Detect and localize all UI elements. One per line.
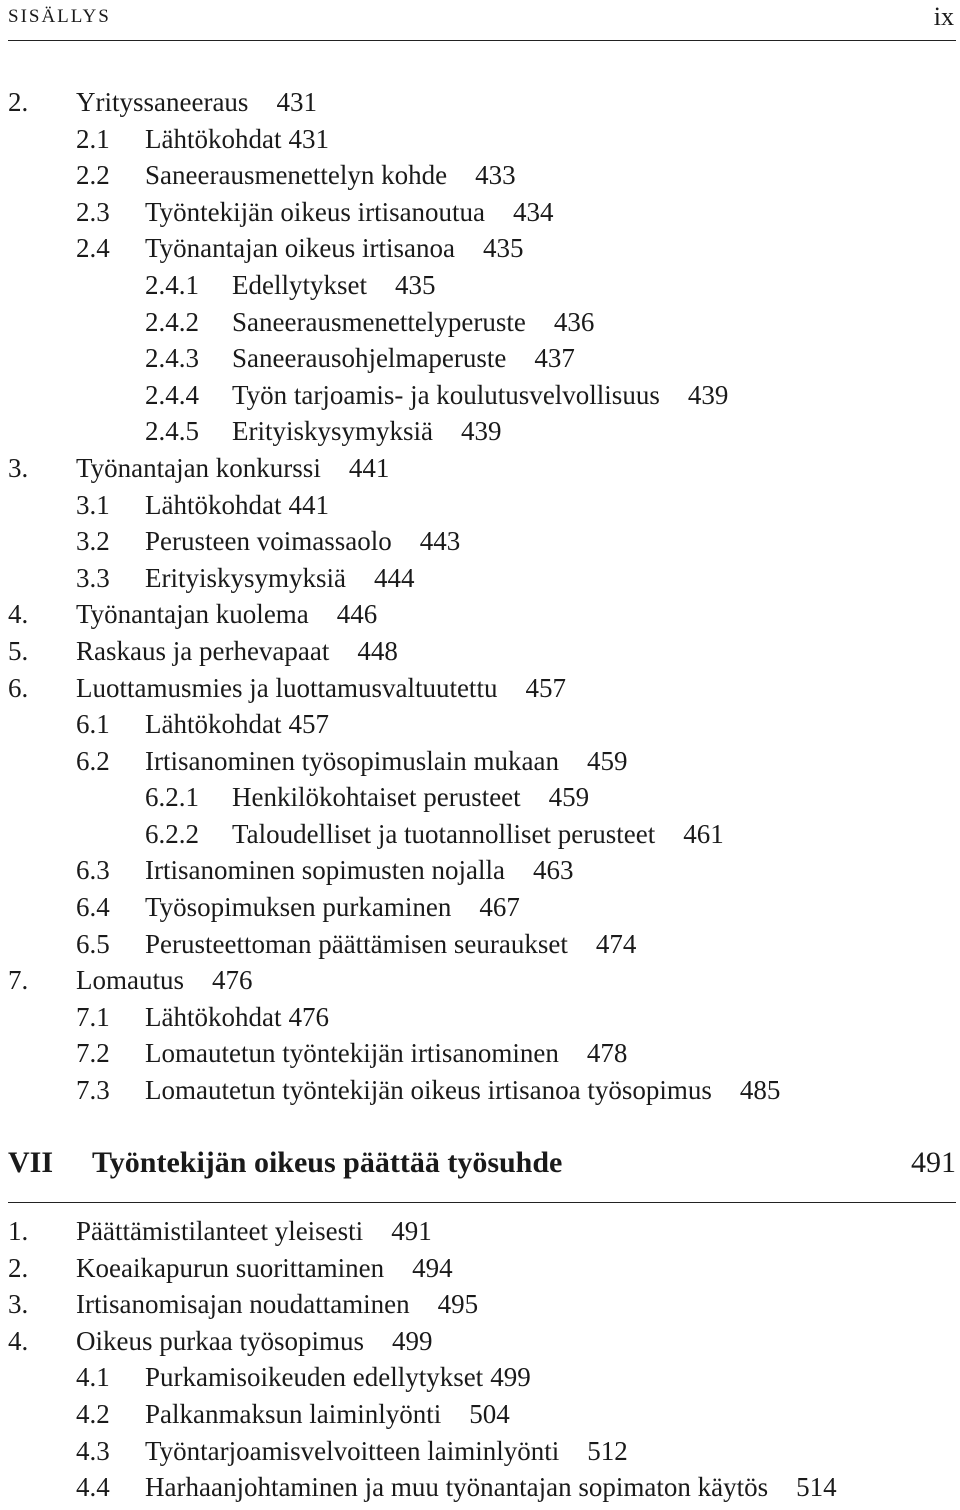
toc-entry[interactable] bbox=[8, 1250, 960, 1287]
running-head bbox=[8, 0, 956, 41]
entry-title: Edellytykset bbox=[232, 269, 367, 300]
entry-number: 2.2 bbox=[76, 160, 110, 191]
entry-title: Oikeus purkaa työsopimus bbox=[76, 1325, 364, 1356]
table-of-contents bbox=[8, 84, 960, 1109]
entry-page: 431 bbox=[276, 87, 317, 117]
entry-title: Työntarjoamisvelvoitteen laiminlyönti bbox=[145, 1435, 560, 1466]
entry-title: Perusteen voimassaolo bbox=[145, 526, 392, 557]
toc-entry[interactable] bbox=[8, 194, 960, 231]
entry-page: 459 bbox=[548, 782, 590, 813]
entry-number: 7.2 bbox=[76, 1038, 110, 1069]
entry-number: 6.5 bbox=[76, 928, 110, 959]
entry-page: 467 bbox=[479, 892, 520, 923]
entry-page: 494 bbox=[412, 1252, 453, 1283]
entry-number: 6.4 bbox=[76, 892, 110, 923]
entry-title: Lomautetun työntekijän irtisanominen bbox=[145, 1038, 559, 1069]
toc-entry[interactable] bbox=[8, 596, 960, 633]
toc-entry[interactable] bbox=[8, 523, 960, 560]
entry-title: Koeaikapurun suorittaminen bbox=[76, 1252, 385, 1283]
toc-entry[interactable] bbox=[8, 84, 960, 121]
entry-title: Erityiskysymyksiä bbox=[232, 416, 433, 447]
entry-page: 441 bbox=[288, 489, 329, 520]
entry-title: Lomautetun työntekijän oikeus irtisanoa työsopimus bbox=[145, 1075, 712, 1106]
entry-number: 2.4 bbox=[76, 233, 110, 264]
toc-entry[interactable] bbox=[8, 267, 960, 304]
toc-entry[interactable] bbox=[8, 157, 960, 194]
toc-entry[interactable] bbox=[8, 816, 960, 853]
toc-entry[interactable] bbox=[8, 1286, 960, 1323]
entry-number: 6.2 bbox=[76, 745, 110, 776]
entry-title: Erityiskysymyksiä bbox=[145, 562, 346, 593]
entry-number: 4. bbox=[8, 599, 29, 630]
entry-number: 4.3 bbox=[76, 1435, 110, 1466]
entry-page: 439 bbox=[461, 416, 502, 447]
toc-entry[interactable] bbox=[8, 1359, 960, 1396]
toc-entry[interactable] bbox=[8, 962, 960, 999]
entry-number: 1. bbox=[8, 1216, 29, 1246]
entry-page: 436 bbox=[553, 306, 595, 337]
toc-entry[interactable] bbox=[8, 1213, 960, 1250]
toc-entry[interactable] bbox=[8, 670, 960, 707]
toc-entry[interactable] bbox=[8, 706, 960, 743]
toc-entry[interactable] bbox=[8, 121, 960, 158]
entry-number: 4. bbox=[8, 1325, 29, 1356]
part-heading[interactable] bbox=[8, 1146, 956, 1203]
entry-title: Purkamisoikeuden edellytykset bbox=[145, 1362, 484, 1393]
entry-number: 2.3 bbox=[76, 196, 110, 227]
entry-number: 5. bbox=[8, 635, 29, 666]
entry-title: Yrityssaneeraus bbox=[76, 87, 249, 117]
entry-title: Palkanmaksun laiminlyönti bbox=[145, 1398, 442, 1429]
entry-title: Lähtökohdat bbox=[145, 123, 282, 154]
entry-title: Saneerausmenettelyn kohde bbox=[145, 160, 448, 191]
entry-title: Harhaanjohtaminen ja muu työnantajan sopimaton käytös bbox=[145, 1472, 769, 1503]
toc-entry[interactable] bbox=[8, 852, 960, 889]
toc-entry[interactable] bbox=[8, 560, 960, 597]
toc-entry[interactable] bbox=[8, 377, 960, 414]
entry-page: 441 bbox=[348, 452, 390, 483]
entry-title: Lomautus bbox=[76, 965, 184, 996]
entry-number: 2.1 bbox=[76, 123, 110, 154]
entry-page: 504 bbox=[469, 1398, 510, 1429]
entry-page: 463 bbox=[532, 855, 574, 886]
entry-title: Työn tarjoamis- ja koulutusvelvollisuus bbox=[232, 379, 660, 410]
toc-entry[interactable] bbox=[8, 450, 960, 487]
entry-title: Luottamusmies ja luottamusvaltuutettu bbox=[76, 672, 498, 703]
entry-number: 3.2 bbox=[76, 526, 110, 557]
toc-entry[interactable] bbox=[8, 1433, 960, 1470]
entry-title: Lähtökohdat bbox=[145, 709, 282, 740]
toc-entry[interactable] bbox=[8, 633, 960, 670]
entry-number: 7. bbox=[8, 965, 29, 996]
entry-page: 476 bbox=[212, 965, 253, 996]
entry-number: 4.2 bbox=[76, 1398, 110, 1429]
entry-title: Irtisanominen sopimusten nojalla bbox=[145, 855, 505, 886]
entry-title: Saneerausohjelmaperuste bbox=[232, 343, 507, 374]
entry-number: 3.1 bbox=[76, 489, 110, 520]
entry-number: 6.2.2 bbox=[145, 818, 199, 849]
entry-page: 499 bbox=[391, 1325, 433, 1356]
toc-entry[interactable] bbox=[8, 779, 960, 816]
toc-entry[interactable] bbox=[8, 926, 960, 963]
entry-title: Henkilökohtaiset perusteet bbox=[232, 782, 521, 813]
entry-page: 514 bbox=[796, 1472, 837, 1503]
entry-title: Työntekijän oikeus irtisanoutua bbox=[145, 196, 486, 227]
toc-entry[interactable] bbox=[8, 999, 960, 1036]
entry-page: 435 bbox=[483, 233, 524, 264]
toc-entry[interactable] bbox=[8, 413, 960, 450]
entry-title: Taloudelliset ja tuotannolliset perusteet bbox=[232, 818, 656, 849]
entry-number: 4.4 bbox=[76, 1472, 110, 1503]
entry-page: 446 bbox=[336, 599, 378, 630]
entry-title: Lähtökohdat bbox=[145, 1001, 282, 1032]
entry-title: Saneerausmenettelyperuste bbox=[232, 306, 526, 337]
toc-entry[interactable] bbox=[8, 487, 960, 524]
entry-page: 476 bbox=[288, 1001, 329, 1032]
toc-entry[interactable] bbox=[8, 340, 960, 377]
entry-title: Raskaus ja perhevapaat bbox=[76, 635, 330, 666]
part-number: VII bbox=[8, 1146, 54, 1179]
entry-page: 461 bbox=[683, 818, 724, 849]
entry-title: Työnantajan konkurssi bbox=[76, 452, 321, 483]
toc-entry[interactable] bbox=[8, 743, 960, 780]
entry-number: 2. bbox=[8, 1252, 29, 1283]
entry-page: 439 bbox=[687, 379, 729, 410]
entry-page: 433 bbox=[475, 160, 516, 191]
entry-number: 6.1 bbox=[76, 709, 110, 740]
entry-page: 457 bbox=[525, 672, 566, 703]
entry-page: 444 bbox=[374, 562, 415, 593]
running-head-title: SISÄLLYS bbox=[8, 6, 111, 27]
entry-title: Työnantajan oikeus irtisanoa bbox=[145, 233, 456, 264]
entry-number: 2.4.4 bbox=[145, 379, 199, 410]
toc-entry[interactable] bbox=[8, 889, 960, 926]
entry-number: 3. bbox=[8, 1289, 29, 1320]
entry-page: 485 bbox=[739, 1075, 781, 1106]
entry-title: Työsopimuksen purkaminen bbox=[145, 892, 452, 923]
toc-entry[interactable] bbox=[8, 1035, 960, 1072]
entry-number: 2.4.5 bbox=[145, 416, 199, 447]
page-number: ix bbox=[933, 2, 954, 31]
entry-page: 435 bbox=[394, 269, 436, 300]
entry-page: 431 bbox=[288, 123, 329, 154]
entry-number: 4.1 bbox=[76, 1362, 110, 1393]
toc-entry[interactable] bbox=[8, 1396, 960, 1433]
entry-page: 448 bbox=[357, 635, 398, 666]
entry-page: 474 bbox=[595, 928, 637, 959]
entry-number: 7.3 bbox=[76, 1075, 110, 1106]
entry-title: Päättämistilanteet yleisesti bbox=[76, 1216, 364, 1246]
entry-number: 3.3 bbox=[76, 562, 110, 593]
entry-number: 7.1 bbox=[76, 1001, 110, 1032]
entry-title: Irtisanomisajan noudattaminen bbox=[76, 1289, 410, 1320]
entry-page: 437 bbox=[534, 343, 575, 374]
entry-title: Lähtökohdat bbox=[145, 489, 282, 520]
entry-title: Irtisanominen työsopimuslain mukaan bbox=[145, 745, 559, 776]
entry-number: 3. bbox=[8, 452, 29, 483]
entry-page: 459 bbox=[586, 745, 628, 776]
entry-page: 499 bbox=[490, 1362, 531, 1393]
entry-page: 491 bbox=[391, 1216, 432, 1246]
entry-page: 512 bbox=[587, 1435, 628, 1466]
entry-number: 6.3 bbox=[76, 855, 110, 886]
entry-page: 443 bbox=[419, 526, 461, 557]
entry-number: 6.2.1 bbox=[145, 782, 199, 813]
part-page: 491 bbox=[911, 1146, 956, 1179]
part-title: Työntekijän oikeus päättää työsuhde bbox=[92, 1146, 563, 1179]
table-of-contents-part-vii bbox=[8, 1213, 960, 1506]
entry-page: 457 bbox=[288, 709, 329, 740]
entry-number: 2.4.3 bbox=[145, 343, 199, 374]
entry-number: 6. bbox=[8, 672, 29, 703]
toc-entry[interactable] bbox=[8, 304, 960, 341]
toc-entry[interactable] bbox=[8, 1072, 960, 1109]
toc-entry[interactable] bbox=[8, 1323, 960, 1360]
entry-number: 2.4.2 bbox=[145, 306, 199, 337]
entry-title: Työnantajan kuolema bbox=[76, 599, 309, 630]
entry-number: 2.4.1 bbox=[145, 269, 199, 300]
toc-entry[interactable] bbox=[8, 1469, 960, 1506]
entry-page: 478 bbox=[586, 1038, 628, 1069]
entry-title: Perusteettoman päättämisen seuraukset bbox=[145, 928, 568, 959]
entry-page: 495 bbox=[437, 1289, 479, 1320]
entry-number: 2. bbox=[8, 87, 29, 117]
entry-page: 434 bbox=[513, 196, 554, 227]
toc-entry[interactable] bbox=[8, 230, 960, 267]
